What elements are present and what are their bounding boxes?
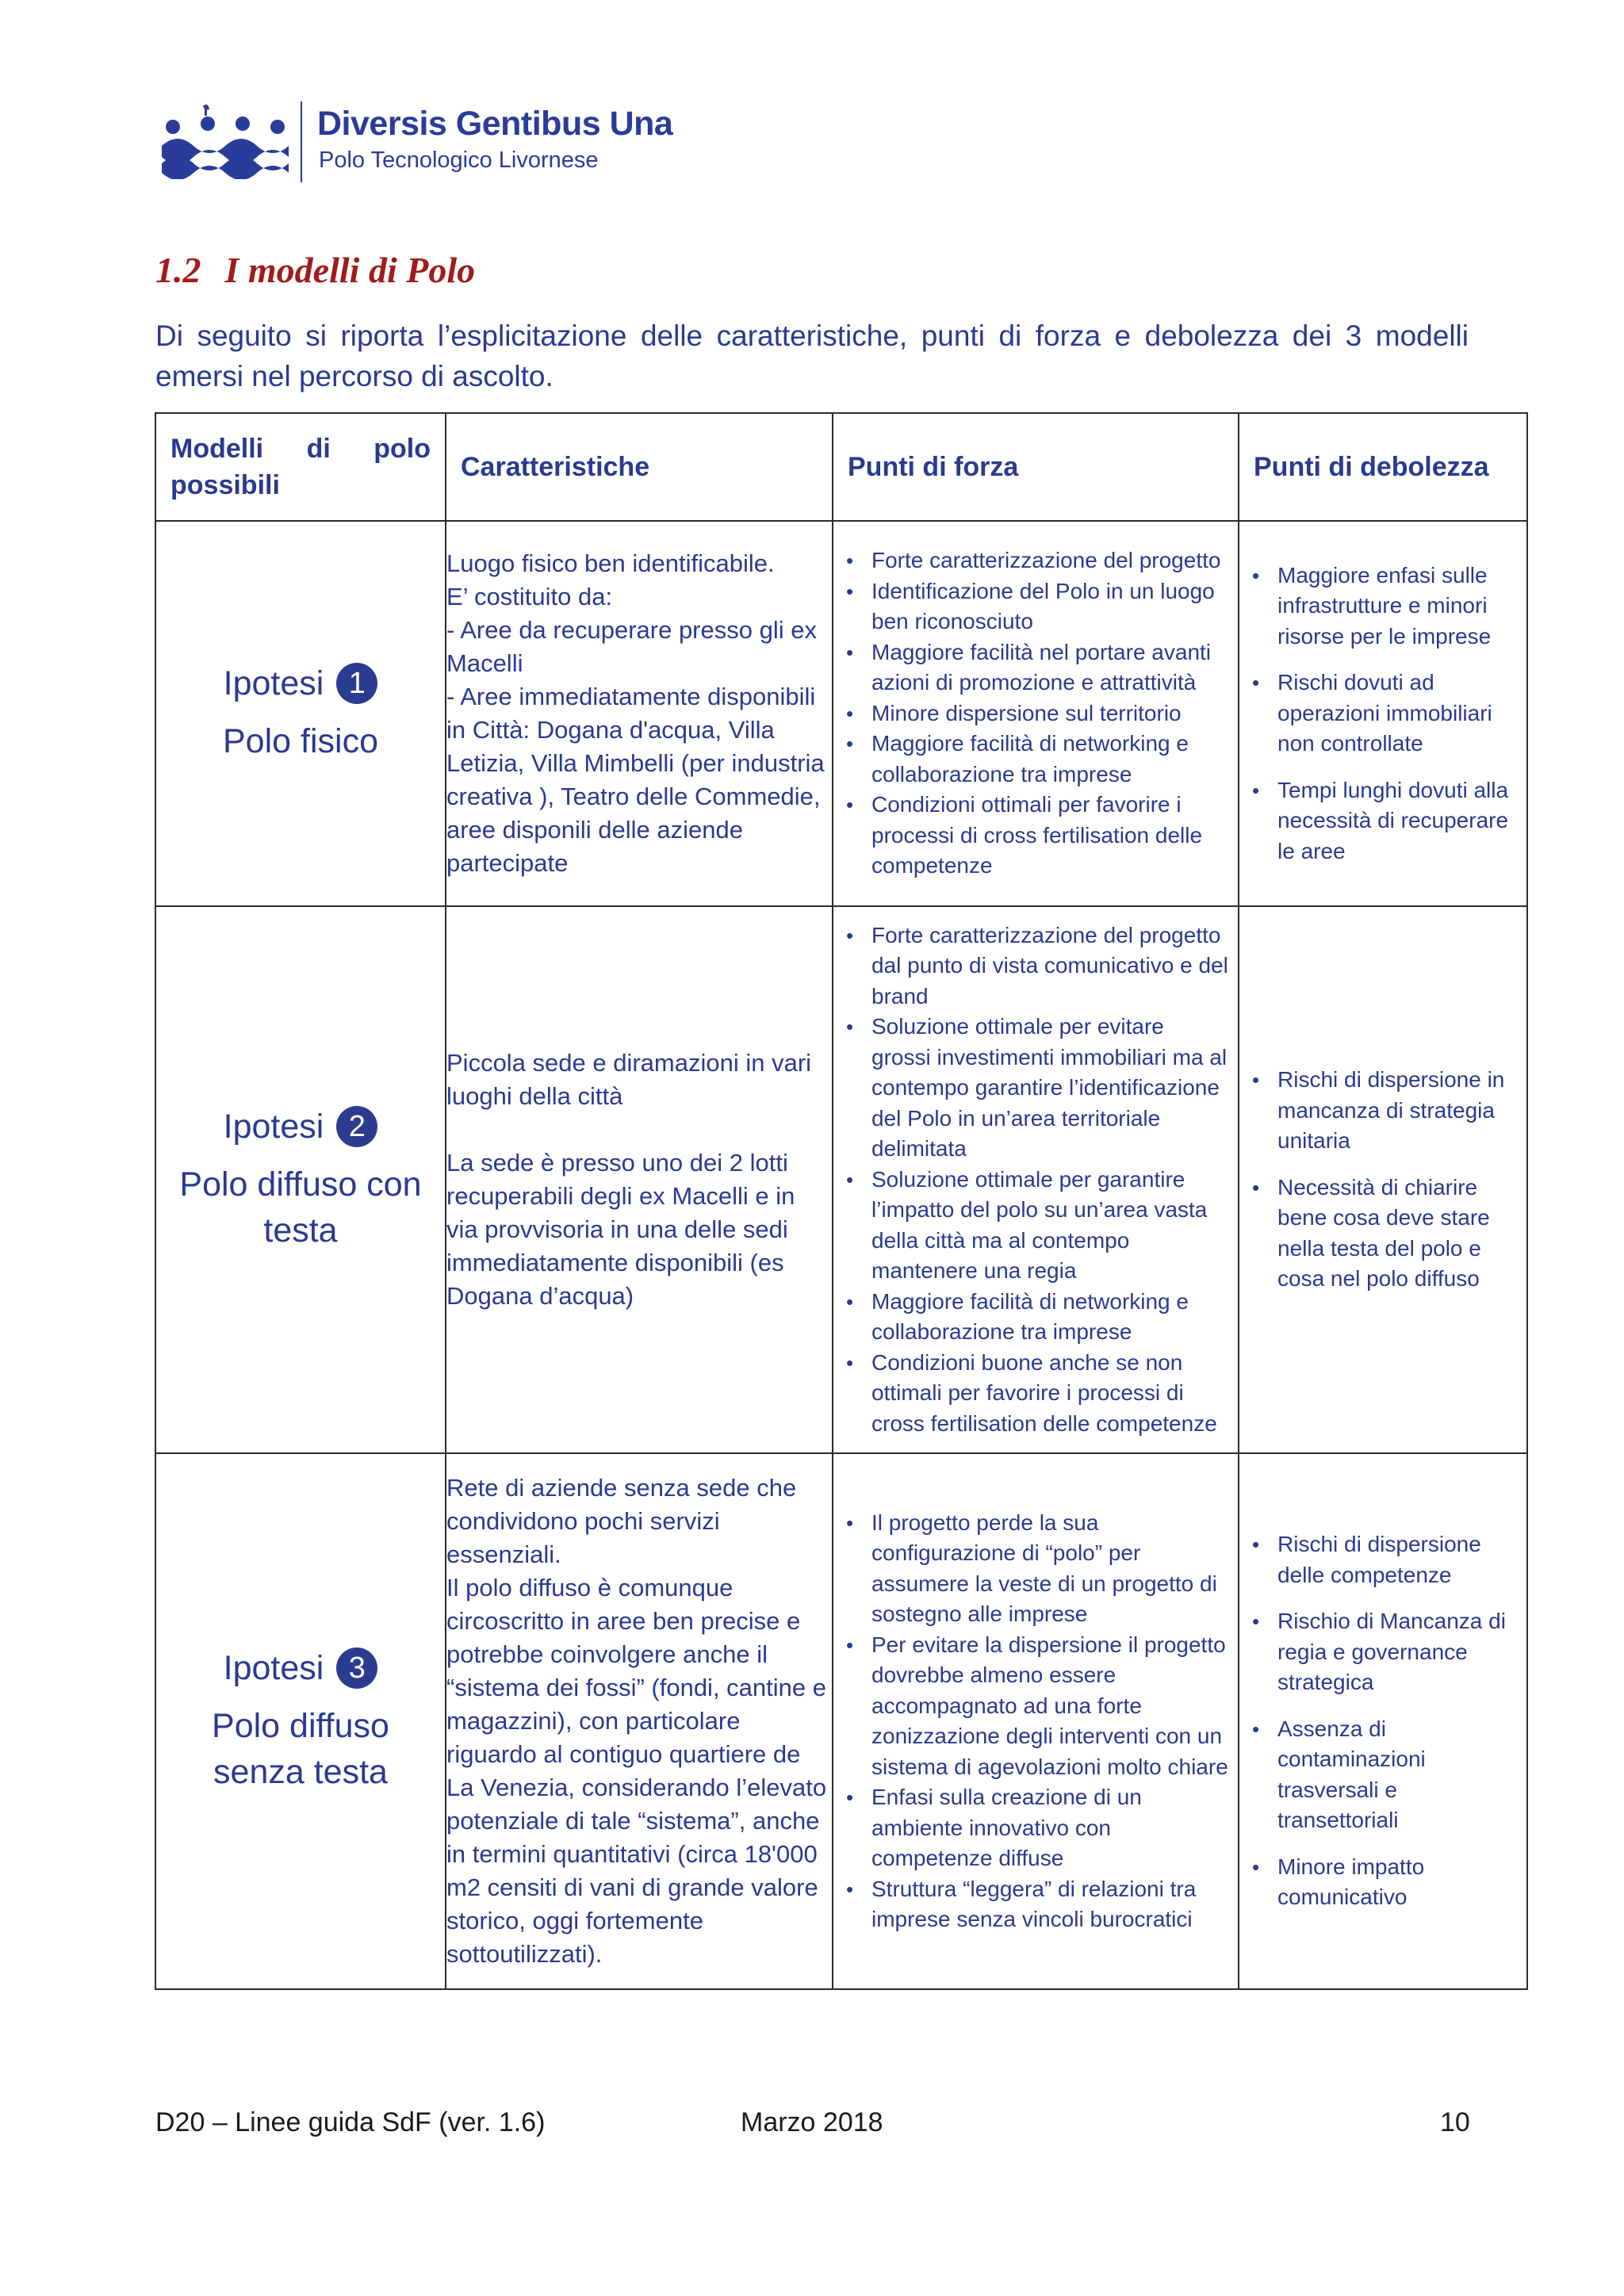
table-row bbox=[155, 1453, 1527, 1989]
footer-page-number: 10 bbox=[1440, 2107, 1470, 2137]
car-text: La sede è presso uno dei 2 lotti recuperabili degli ex Macelli e in via provvisoria in una delle sedi immediatamente disponibili (es Dogana d’acqua) bbox=[446, 1149, 795, 1310]
list-item: • Struttura “leggera” di relazioni tra imprese senza vincoli burocratici bbox=[856, 1874, 1228, 1935]
logo-subtitle: Polo Tecnologico Livornese bbox=[319, 147, 599, 173]
ipotesi-number-badge: 1 bbox=[336, 663, 377, 704]
forza-list bbox=[833, 920, 1238, 1440]
ipotesi-cell bbox=[155, 1453, 446, 1989]
footer-date: Marzo 2018 bbox=[741, 2107, 883, 2137]
list-item: • Forte caratterizzazione del progetto bbox=[856, 545, 1228, 576]
car-text: - Aree immediatamente disponibili in Città: Dogana d'acqua, Villa Letizia, Villa Mimbelli (per industria creativa ), Teatro delle Commedie, aree disponili delle aziende partecipate bbox=[446, 683, 825, 877]
ipotesi-number-badge: 3 bbox=[336, 1647, 377, 1689]
list-item: • Tempi lunghi dovuti alla necessità di recuperare le aree bbox=[1262, 775, 1517, 867]
forza-cell bbox=[833, 906, 1239, 1453]
ipotesi-number-badge: 2 bbox=[336, 1106, 377, 1147]
car-text: E’ costituito da: bbox=[446, 583, 613, 610]
header-punti-forza: Punti di forza bbox=[833, 413, 1239, 521]
forza-cell bbox=[833, 1453, 1239, 1989]
intro-paragraph: Di seguito si riporta l’esplicitazione delle caratteristiche, punti di forza e debolezza dei 3 modelli emersi nel percorso di ascolto. bbox=[155, 320, 1469, 392]
model-name-line2: testa bbox=[263, 1211, 338, 1249]
list-item: • Condizioni ottimali per favorire i processi di cross fertilisation delle competenze bbox=[856, 790, 1228, 882]
list-item: • Enfasi sulla creazione di un ambiente innovativo con competenze diffuse bbox=[856, 1782, 1228, 1874]
forza-list bbox=[833, 545, 1238, 882]
car-text: Piccola sede e diramazioni in vari luoghi della città bbox=[446, 1049, 812, 1110]
list-item: • Minore dispersione sul territorio bbox=[856, 698, 1228, 729]
caratteristiche-cell bbox=[446, 906, 833, 1453]
model-name: Polo diffuso bbox=[212, 1707, 389, 1745]
ipotesi-text: Ipotesi bbox=[223, 1648, 324, 1687]
table-row bbox=[155, 906, 1527, 1453]
model-name: Polo fisico bbox=[223, 722, 378, 760]
section-title: I modelli di Polo bbox=[224, 250, 476, 290]
ipotesi-cell bbox=[155, 521, 446, 906]
list-item: • Rischio di Mancanza di regia e governance strategica bbox=[1262, 1606, 1517, 1698]
section-number: 1.2 bbox=[155, 250, 201, 290]
debolezza-list bbox=[1239, 1529, 1526, 1913]
waves-logo-icon bbox=[159, 100, 293, 179]
debolezza-cell bbox=[1239, 521, 1527, 906]
list-item: • Maggiore enfasi sulle infrastrutture e minori risorse per le imprese bbox=[1262, 561, 1517, 652]
models-table bbox=[155, 412, 1528, 1990]
list-item: • Soluzione ottimale per garantire l’impatto del polo su un’area vasta della città ma al contempo mantenere una regia bbox=[856, 1165, 1228, 1287]
list-item: • Soluzione ottimale per evitare grossi investimenti immobiliari ma al contempo garantire l’identificazione del Polo in un’area territoriale delimitata bbox=[856, 1012, 1228, 1165]
ipotesi-label bbox=[156, 1647, 445, 1689]
caratteristiche-cell bbox=[446, 521, 833, 906]
footer-document: D20 – Linee guida SdF (ver. 1.6) bbox=[155, 2107, 546, 2137]
model-name: Polo diffuso con bbox=[179, 1165, 422, 1203]
debolezza-list bbox=[1239, 561, 1526, 867]
ipotesi-label bbox=[156, 1106, 445, 1147]
list-item: • Per evitare la dispersione il progetto dovrebbe almeno essere accompagnato ad una forte zonizzazione degli interventi con un sistema di agevolazioni molto chiare bbox=[856, 1630, 1228, 1783]
list-item: • Necessità di chiarire bene cosa deve stare nella testa del polo e cosa nel polo diffuso bbox=[1262, 1173, 1517, 1295]
list-item: • Il progetto perde la sua configurazione di “polo” per assumere la veste di un progetto di sostegno alle imprese bbox=[856, 1508, 1228, 1630]
ipotesi-cell bbox=[155, 906, 446, 1453]
spacer bbox=[446, 1113, 832, 1146]
list-item: • Assenza di contaminazioni trasversali e transettoriali bbox=[1262, 1714, 1517, 1836]
debolezza-cell bbox=[1239, 1453, 1527, 1989]
caratteristiche-cell bbox=[446, 1453, 833, 1989]
section-heading bbox=[155, 249, 475, 291]
list-item: • Condizioni buone anche se non ottimali per favorire i processi di cross fertilisation delle competenze bbox=[856, 1348, 1228, 1440]
list-item: • Rischi di dispersione in mancanza di strategia unitaria bbox=[1262, 1065, 1517, 1157]
model-name-line2: senza testa bbox=[213, 1753, 388, 1791]
debolezza-list bbox=[1239, 1065, 1526, 1295]
debolezza-cell bbox=[1239, 906, 1527, 1453]
car-text: Rete di aziende senza sede che condividono pochi servizi essenziali. bbox=[446, 1474, 797, 1568]
list-item: • Maggiore facilità nel portare avanti azioni di promozione e attrattività bbox=[856, 637, 1228, 698]
list-item: • Rischi di dispersione delle competenze bbox=[1262, 1529, 1517, 1590]
list-item: • Maggiore facilità di networking e collaborazione tra imprese bbox=[856, 729, 1228, 790]
list-item: • Identificazione del Polo in un luogo ben riconosciuto bbox=[856, 576, 1228, 637]
logo-title: Diversis Gentibus Una bbox=[317, 105, 673, 143]
logo-mark bbox=[159, 100, 293, 179]
ipotesi-text: Ipotesi bbox=[223, 664, 324, 702]
forza-cell bbox=[833, 521, 1239, 906]
list-item: • Maggiore facilità di networking e collaborazione tra imprese bbox=[856, 1287, 1228, 1348]
header-modelli bbox=[155, 413, 446, 521]
car-text: Il polo diffuso è comunque circoscritto in aree ben precise e potrebbe coinvolgere anche il “sistema dei fossi” (fondi, cantine e magazzini), con particolare riguardo al contiguo quartiere de La Venezia, considerando l’elevato potenziale di tale “sistema”, anche in termini quantitativi (circa 18'000 m2 censiti di vani di grande valore storico, oggi fortemente sottoutilizzati). bbox=[446, 1574, 827, 1968]
logo-divider bbox=[301, 101, 302, 182]
car-text: Luogo fisico ben identificabile. bbox=[446, 549, 775, 577]
table-row bbox=[155, 521, 1527, 906]
ipotesi-label bbox=[156, 663, 445, 704]
forza-list bbox=[833, 1508, 1238, 1935]
list-item: • Rischi dovuti ad operazioni immobiliari non controllate bbox=[1262, 668, 1517, 760]
header-modelli-line2: possibili bbox=[170, 470, 280, 500]
ipotesi-text: Ipotesi bbox=[223, 1107, 324, 1146]
table-header-row bbox=[155, 413, 1527, 521]
list-item: • Forte caratterizzazione del progetto dal punto di vista comunicativo e del brand bbox=[856, 920, 1228, 1012]
car-text: - Aree da recuperare presso gli ex Macelli bbox=[446, 616, 817, 677]
header-punti-debolezza: Punti di debolezza bbox=[1239, 413, 1527, 521]
list-item: • Minore impatto comunicativo bbox=[1262, 1852, 1517, 1913]
header-modelli-line1: Modelli di polo bbox=[170, 434, 431, 464]
header-caratteristiche: Caratteristiche bbox=[446, 413, 833, 521]
